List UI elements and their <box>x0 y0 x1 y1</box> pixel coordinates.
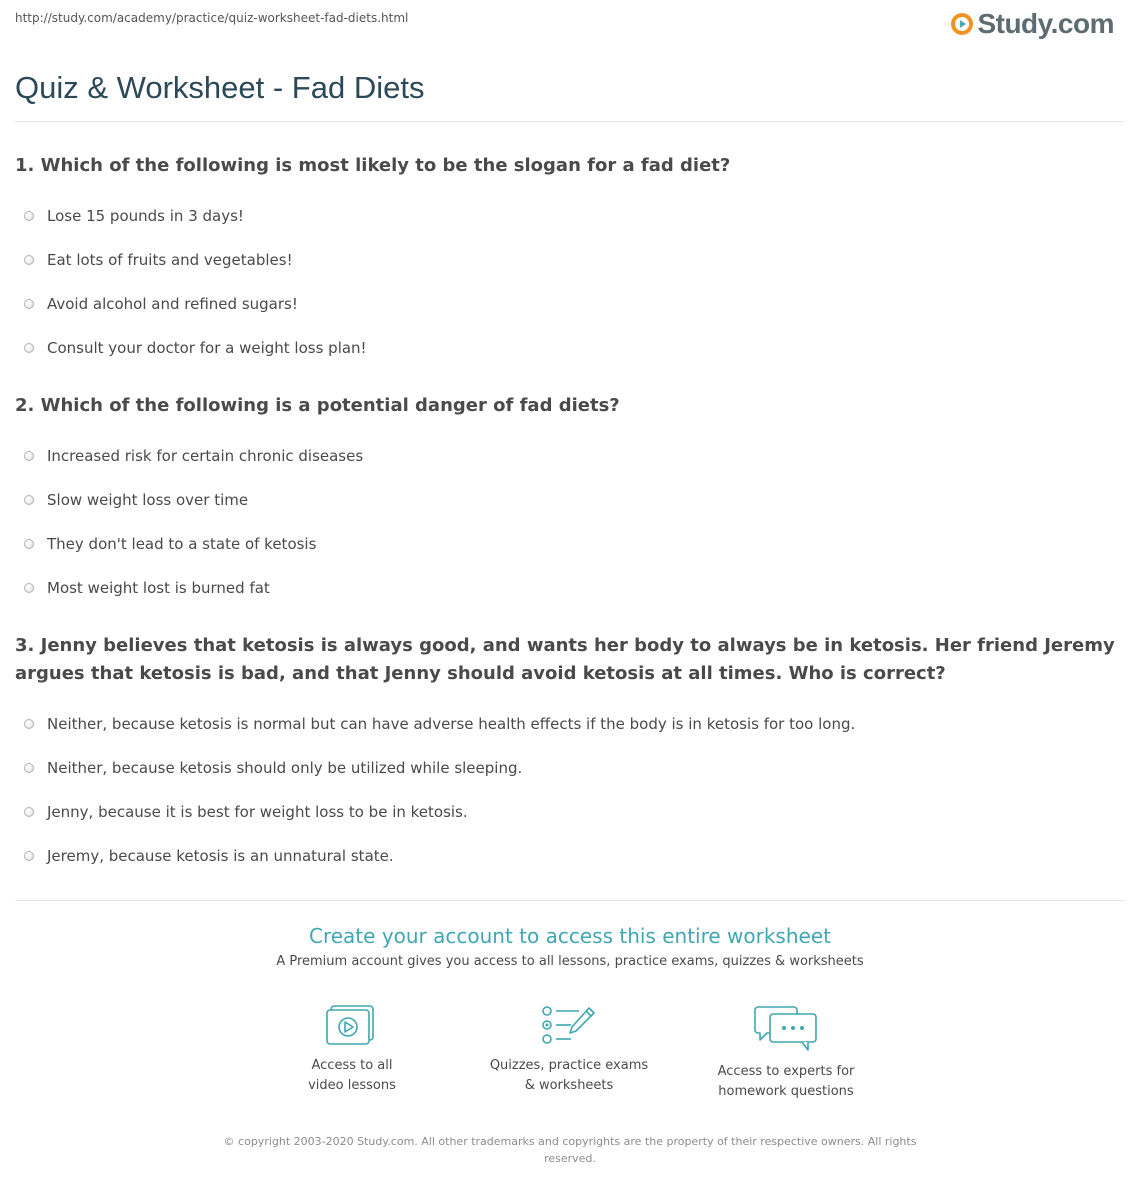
answer-label: Increased risk for certain chronic diseases <box>47 447 364 465</box>
footer-line2: reserved. <box>544 1152 596 1165</box>
feature-quizzes <box>469 1004 669 1096</box>
radio-button[interactable] <box>24 211 34 221</box>
radio-button[interactable] <box>24 299 34 309</box>
study-logo[interactable] <box>950 8 1114 40</box>
answer-option[interactable] <box>15 434 1115 478</box>
feature-video-lessons <box>252 1004 452 1096</box>
question-2 <box>15 392 1115 610</box>
answer-option[interactable] <box>15 702 1115 746</box>
answer-label: Consult your doctor for a weight loss plan! <box>47 339 367 357</box>
feature-label-line2: video lessons <box>308 1078 396 1093</box>
radio-button[interactable] <box>24 807 34 817</box>
feature-label-line1: Quizzes, practice exams <box>489 1058 649 1073</box>
answer-label: They don't lead to a state of ketosis <box>47 535 317 553</box>
radio-button[interactable] <box>24 255 34 265</box>
feature-label-line2: homework questions <box>718 1084 854 1099</box>
answer-option[interactable] <box>15 522 1115 566</box>
radio-button[interactable] <box>24 851 34 861</box>
feature-experts <box>686 1004 886 1102</box>
answer-option[interactable] <box>15 566 1115 610</box>
answer-label: Slow weight loss over time <box>47 491 249 509</box>
answer-option[interactable] <box>15 746 1115 790</box>
study-logo-text: Study.com <box>977 8 1114 39</box>
answer-label: Avoid alcohol and refined sugars! <box>47 295 298 313</box>
answer-label: Jeremy, because ketosis is an unnatural state. <box>47 847 394 865</box>
page-url: http://study.com/academy/practice/quiz-worksheet-fad-diets.html <box>15 11 409 25</box>
answer-label: Most weight lost is burned fat <box>47 579 270 597</box>
cta-divider <box>15 900 1125 901</box>
footer-line1: © copyright 2003-2020 Study.com. All other trademarks and copyrights are the property of their respective owners. All rights <box>223 1135 917 1148</box>
answer-option[interactable] <box>15 478 1115 522</box>
radio-button[interactable] <box>24 719 34 729</box>
answer-label: Neither, because ketosis is normal but can have adverse health effects if the body is in ketosis for too long. <box>47 715 856 733</box>
feature-label-line1: Access to all <box>311 1058 393 1073</box>
radio-button[interactable] <box>24 495 34 505</box>
answer-option[interactable] <box>15 790 1115 834</box>
question-3 <box>15 632 1115 878</box>
answer-label: Eat lots of fruits and vegetables! <box>47 251 293 269</box>
page-title: Quiz & Worksheet - Fad Diets <box>15 70 425 105</box>
copyright-footer <box>210 1133 930 1167</box>
cta-title[interactable]: Create your account to access this entire worksheet <box>309 924 831 948</box>
radio-button[interactable] <box>24 451 34 461</box>
answer-label: Neither, because ketosis should only be utilized while sleeping. <box>47 759 523 777</box>
radio-button[interactable] <box>24 583 34 593</box>
question-text: 3. Jenny believes that ketosis is always good, and wants her body to always be in ketosis. Her friend Jeremy argues that ketosis is bad, and that Jenny should avoid ketosis at all times. Who is correct? <box>15 635 1115 684</box>
chat-bubbles-icon <box>754 1004 818 1054</box>
question-1 <box>15 152 1115 370</box>
feature-label-line2: & worksheets <box>524 1078 614 1093</box>
answer-option[interactable] <box>15 282 1115 326</box>
radio-button[interactable] <box>24 539 34 549</box>
answer-label: Lose 15 pounds in 3 days! <box>47 207 244 225</box>
answer-option[interactable] <box>15 194 1115 238</box>
quiz-checklist-icon <box>541 1004 597 1048</box>
cta-subtitle: A Premium account gives you access to all lessons, practice exams, quizzes & worksheets <box>276 954 864 969</box>
question-text: 1. Which of the following is most likely to be the slogan for a fad diet? <box>15 155 731 176</box>
answer-option[interactable] <box>15 834 1115 878</box>
answer-label: Jenny, because it is best for weight loss to be in ketosis. <box>47 803 468 821</box>
video-lessons-icon <box>325 1004 379 1048</box>
feature-label-line1: Access to experts for <box>717 1064 855 1079</box>
title-divider <box>15 121 1125 122</box>
radio-button[interactable] <box>24 763 34 773</box>
radio-button[interactable] <box>24 343 34 353</box>
answer-option[interactable] <box>15 326 1115 370</box>
answer-option[interactable] <box>15 238 1115 282</box>
question-text: 2. Which of the following is a potential danger of fad diets? <box>15 395 620 416</box>
study-logo-icon <box>950 12 974 36</box>
